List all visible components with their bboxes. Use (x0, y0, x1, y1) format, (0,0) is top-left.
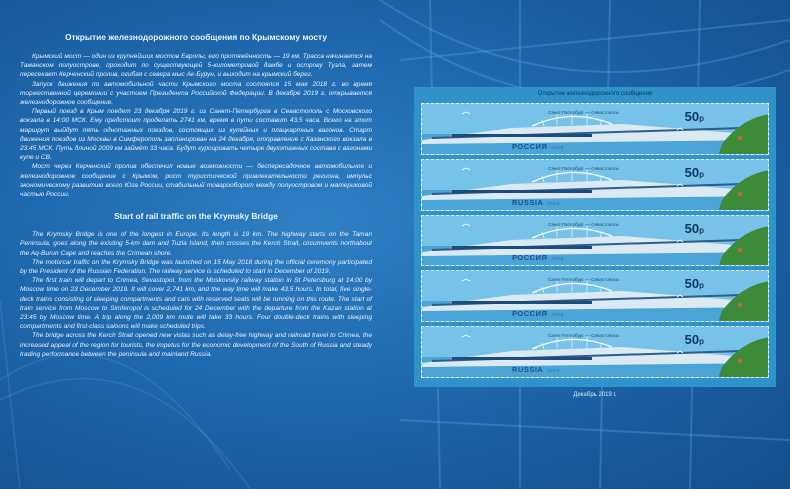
paragraph-ru: Запуск движения по автомобильной части Крымского моста состоялся 15 мая 2018 г. во время торжественной церемонии с участием Президента Российской Федерации. В декабре 2019 г. открывается железнодорожное сообщение. (20, 80, 372, 107)
stamp-route: Санкт-Петербург — Севастополь (548, 221, 619, 227)
stamp-route: Санкт-Петербург — Севастополь (548, 277, 619, 283)
text-ru (20, 52, 372, 199)
stamp-value-number: 50 (684, 109, 700, 124)
stamp-currency: р (699, 169, 704, 179)
sheet-title: Открытие железнодорожного сообщения (537, 91, 653, 97)
stamp-year: 2019 (547, 367, 560, 373)
stamp-country-name: RUSSIA (512, 197, 544, 207)
stamp-value-number: 50 (684, 332, 700, 348)
paragraph-en: The bridge across the Kerch Strait opened new vistas such as delay-free highway and railroad travel to Crimea, the increased appeal of the region for tourists, the impetus for the economic development of the South of Russia and steady trading performance between the peninsula and mainland Russia. (20, 332, 372, 358)
stamp-country (512, 365, 560, 374)
stamp (421, 159, 769, 211)
paragraph-en: The Krymsky Bridge is one of the longest in Europe. Its length is 19 km. The highway starts on the Taman Peninsula, goes along the existing 5-km dam and Tuzla Island, then crosses the Kerch Strait, circumvents northabout the Aq-Burun Cape and reaches the Crimean shore. (20, 231, 372, 257)
paragraph-ru: Крымский мост — один из крупнейших мостов Европы, его протяжённость — 19 км. Трасса начинается на Таманском полуострове, проходит по существующей 5-километровой дамбе и острову Тузла, затем пересекает Керченский пролив, огибая с севера мыс Ак-Бурун, и выходит на крымский берег. (20, 53, 372, 79)
stamp-value (685, 332, 704, 347)
stamp (421, 326, 769, 378)
stamp-value-number: 50 (684, 276, 700, 292)
stamp-grid (421, 101, 769, 380)
stamp-country-name: RUSSIA (512, 364, 544, 374)
stamp (421, 215, 769, 267)
paragraph-en: The motorcar traffic on the Krymsky Bridge was launched on 15 May 2018 during the official ceremony participated by the President of the Russian Federation. The railway service is scheduled to start in December of 2019. (20, 258, 372, 276)
paragraph-ru: Первый поезд в Крым поедет 23 декабря 2019 г. из Санкт-Петербурга в Севастополь с Московского вокзала в 14:00 МСК. Ему предстоит проделать 2741 км, время в пути составит 43,5 часа. Всего на этот маршрут выйдут пять однотажных поездов, состоящих из купейных и плацкартных вагонов. Старт движения поездов из Москвы в Симферополь запланирован на 24 декабря, отправление с Казанского вокзала в 23:45 МСК. Путь длиной 2009 км займёт 33 часа. Будут курсировать четыре двухэтажных состава с вагонами купе и СВ. (20, 108, 372, 162)
stamp-value-number: 50 (684, 164, 700, 180)
stamp-year: 2019 (551, 144, 564, 150)
stamp-currency: р (699, 114, 704, 123)
stamp-country (512, 198, 560, 207)
stamp-country-name: РОССИЯ (512, 253, 548, 263)
stamp (421, 103, 769, 155)
stamp-route: Санкт-Петербург — Севастополь (548, 110, 619, 115)
stamp-country (512, 253, 564, 262)
stamp-route: Санкт-Петербург — Севастополь (548, 165, 619, 171)
stamp-sheet (414, 87, 776, 398)
stamp-value-number: 50 (684, 220, 700, 236)
stamp-country (512, 309, 564, 318)
stamp-year: 2019 (551, 256, 564, 262)
sheet-date: Декабрь 2019 г. (573, 392, 617, 398)
stamp-country (512, 142, 564, 151)
stamp-country-name: РОССИЯ (512, 141, 548, 151)
stamp-route: Санкт-Петербург — Севастополь (548, 333, 619, 339)
stamp-year: 2019 (547, 200, 560, 206)
stamp-value (685, 165, 704, 180)
description-column (20, 32, 372, 359)
paragraph-en: The first train will depart to Crimea, Sevastopol, from the Moskovsky railway station in St Petersburg at 14:00 by Moscow time on 23 December 2019. It will cover 2,741 km, and the way time will make 43.5 hours. In total, five single-deck trains consisting of sleeping compartments and cars with reserved seats will be running on this route. The start of train service from Moscow to Simferopol is scheduled for 24 December with the departure from the Kazan station at 23:45 by Moscow time. A trip along the 2,009 km route will take 33 hours. Four double-deck trains with sleeping compartments and first-class saloons will make scheduled trips. (20, 277, 372, 331)
stamp-country-name: РОССИЯ (512, 309, 548, 319)
stamp-year: 2019 (551, 312, 564, 318)
stamp-currency: р (699, 281, 704, 291)
heading-ru: Открытие железнодорожного сообщения по Крымскому мосту (64, 32, 328, 42)
stamp-value (685, 276, 704, 291)
stamp-value (685, 109, 704, 124)
stamp-currency: р (699, 337, 704, 347)
text-en (20, 230, 372, 359)
stamp (421, 270, 769, 322)
heading-en: Start of rail traffic on the Krymsky Bridge (114, 211, 278, 222)
stamp-currency: р (699, 225, 704, 235)
stamp-value (685, 221, 704, 236)
paragraph-ru: Мост через Керченский пролив обеспечил новые возможности — беспересадочное автомобильное и железнодорожное сообщение с Крымом, рост туристической привлекательности региона, импульс экономическому развитию всего Юга России, стабильный товарооборот между полуостровом и материковой частью России. (20, 163, 372, 199)
